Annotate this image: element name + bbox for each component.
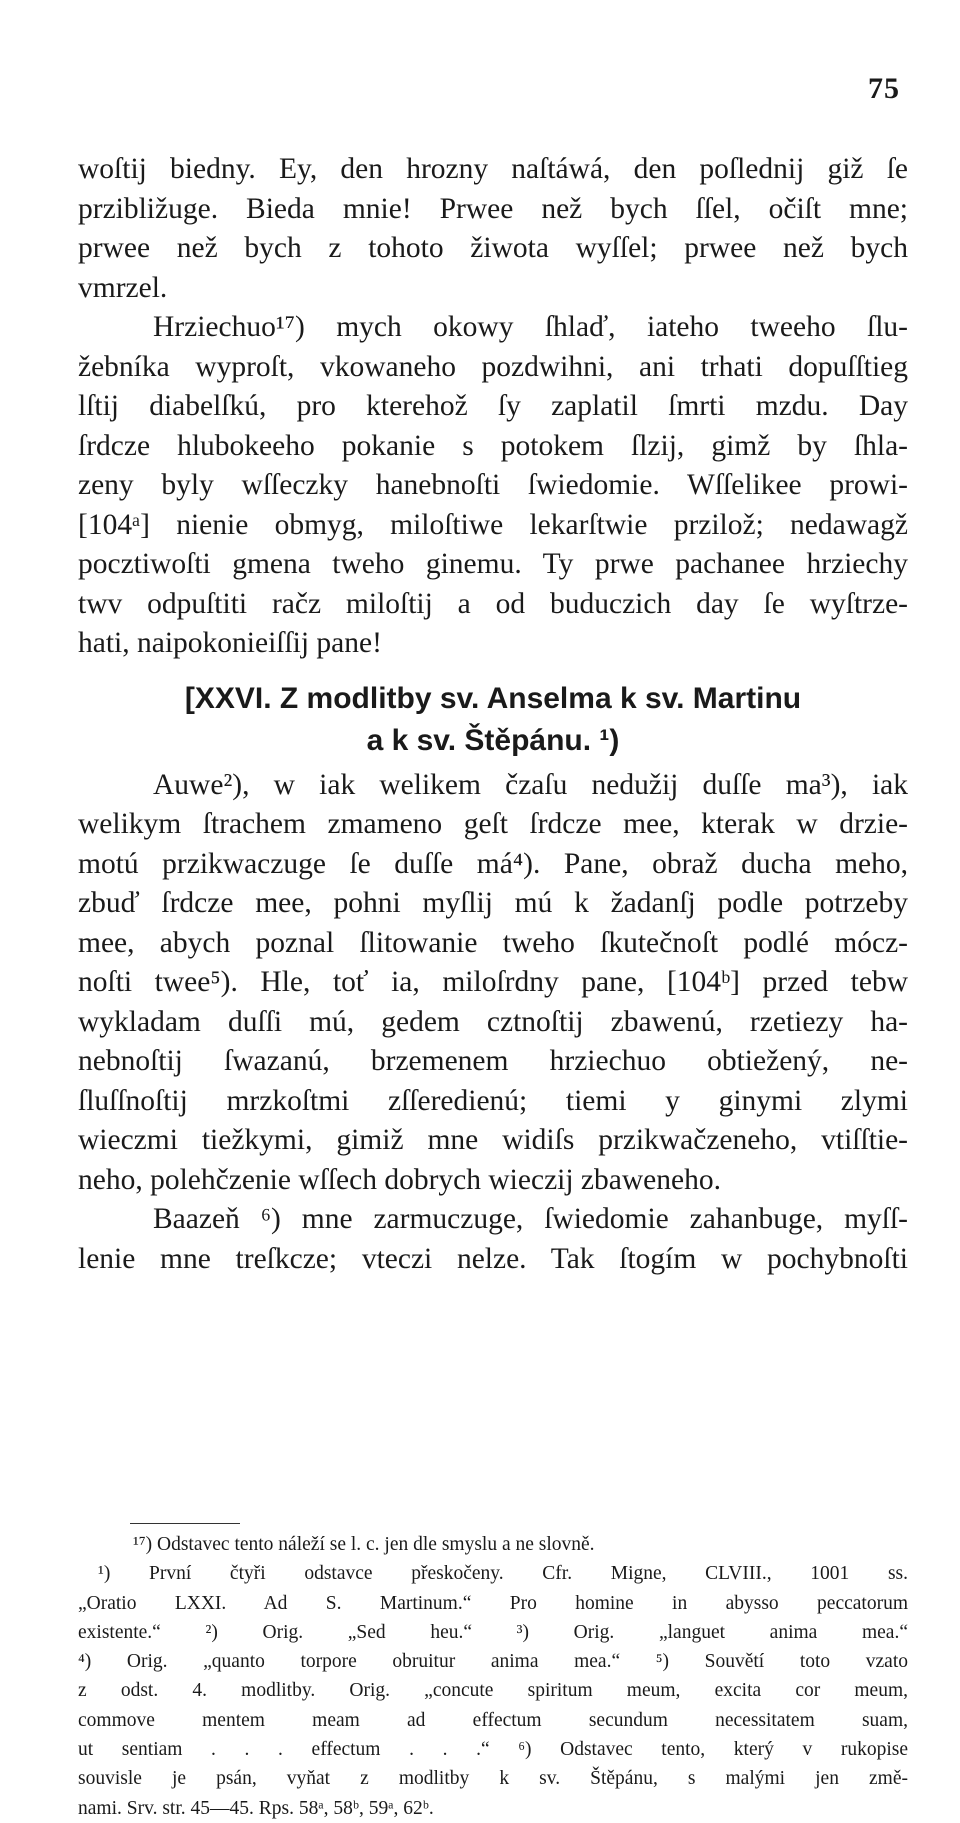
text-line: ſrdcze hlubokeeho pokanie s potokem ſlzij, gimž by ſhla- — [78, 429, 908, 462]
footnote-line: commove mentem meam ad effectum secundum necessitatem suam, — [78, 1709, 908, 1731]
text-line: neho, polehčzenie wſſech dobrych wieczij zbaweneho. — [78, 1163, 721, 1196]
text-line: žebníka wyproſt, vkowaneho pozdwihni, ani trhati dopuſſtieg — [78, 350, 908, 383]
section-heading — [78, 678, 908, 762]
text-line: twv odpuſtiti račz miloſtij a od buduczich day ſe wyſtrze- — [78, 587, 908, 620]
text-line: [104ᵃ] nienie obmyg, miloſtiwe lekarſtwie przilož; nedawagž — [78, 508, 908, 541]
paragraph-3 — [78, 766, 908, 1201]
footnote-line: nami. Srv. str. 45—45. Rps. 58ᵃ, 58ᵇ, 59ᵃ, 62ᵇ. — [78, 1797, 434, 1819]
paragraph-4 — [78, 1200, 908, 1279]
text-line: welikym ſtrachem zmameno geſt ſrdcze mee, kterak w drzie- — [78, 808, 908, 840]
text-line: ſluſſnoſtij mrzkoſtmi zſſeredienú; tiemi y ginymi zlymi — [78, 1084, 908, 1117]
text-line: Hrziechuo¹⁷) mych okowy ſhlaď, iateho tweeho ſlu- — [153, 311, 908, 343]
footnote-line: ut sentiam . . . effectum . . .“ ⁶) Odstavec tento, který v rukopise — [78, 1739, 908, 1761]
text-line: nebnoſtij ſwazanú, brzemenem hrziechuo obtiežený, ne- — [78, 1045, 908, 1077]
footnote-line: existente.“ ²) Orig. „Sed heu.“ ³) Orig. „languet anima mea.“ — [78, 1621, 908, 1643]
text-line: woſtij biedny. Ey, den hrozny naſtáwá, den poſlednij giž ſe — [78, 153, 908, 185]
text-line: pocztiwoſti gmena tweho ginemu. Ty prwe pachanee hrziechy — [78, 548, 908, 580]
text-line: noſti twee⁵). Hle, toť ia, miloſrdny pane, [104ᵇ] przed tebw — [78, 966, 908, 998]
footnote-divider — [130, 1523, 240, 1524]
footnotes — [78, 1530, 908, 1823]
footnote-line: „Oratio LXXI. Ad S. Martinum.“ Pro homine in abysso peccatorum — [78, 1592, 908, 1614]
text-line: wieczmi tiežkymi, gimiž mne widiſs przikwačzeneho, vtiſſtie- — [78, 1124, 908, 1156]
footnote-line: ⁴) Orig. „quanto torpore obruitur anima mea.“ ⁵) Souvětí toto vzato — [78, 1651, 908, 1673]
text-line: wykladam duſſi mú, gedem cztnoſtij zbawenú, rzetiezy ha- — [78, 1005, 908, 1038]
text-line: Auwe²), w iak welikem čzaſu nedužij duſſe ma³), iak — [153, 768, 908, 801]
page-number: 75 — [868, 72, 900, 105]
text-line: motú przikwaczuge ſe duſſe má⁴). Pane, obraž ducha meho, — [78, 847, 908, 880]
footnote-line: z odst. 4. modlitby. Orig. „concute spiritum meum, excita cor meum, — [78, 1680, 908, 1702]
text-line: lſtij diabelſkú, pro kterehož ſy zaplatil ſmrti mzdu. Day — [78, 390, 908, 422]
text-line: prwee než bych z tohoto žiwota wyſſel; prwee než bych — [78, 232, 908, 264]
footnote-line: souvisle je psán, vyňat z modlitby k sv. Štěpánu, s malými jen změ- — [78, 1768, 908, 1790]
main-text — [78, 150, 908, 1279]
text-line: hati, naipokonieiſſij pane! — [78, 627, 382, 659]
text-line: zbuď ſrdcze mee, pohni myſlij mú k žadanſj podle potrzeby — [78, 887, 908, 919]
heading-line-2: a k sv. Štěpánu. ¹) — [366, 723, 620, 757]
text-line: mee, abych poznal ſlitowanie tweho ſkutečnoſt podlé mócz- — [78, 926, 908, 959]
footnote-line: ¹⁷) Odstavec tento náleží se l. c. jen dle smyslu a ne slovně. — [133, 1534, 595, 1555]
paragraph-2 — [78, 308, 908, 664]
heading-line-1: [XXVI. Z modlitby sv. Anselma k sv. Martinu — [184, 681, 802, 715]
footnote-line: ¹) První čtyři odstavce přeskočeny. Cfr. Migne, CLVIII., 1001 ss. — [98, 1563, 908, 1585]
text-line: przibližuge. Bieda mnie! Prwee než bych ſſel, očiſt mne; — [78, 192, 908, 225]
paragraph-1 — [78, 150, 908, 308]
text-line: vmrzel. — [78, 271, 168, 304]
text-line: lenie mne treſkcze; vteczi nelze. Tak ſtogím w pochybnoſti — [78, 1242, 908, 1275]
text-line: Baazeň ⁶) mne zarmuczuge, ſwiedomie zahanbuge, myſſ- — [153, 1203, 908, 1235]
text-line: zeny byly wſſeczky hanebnoſti ſwiedomie. Wſſelikee prowi- — [78, 469, 908, 501]
